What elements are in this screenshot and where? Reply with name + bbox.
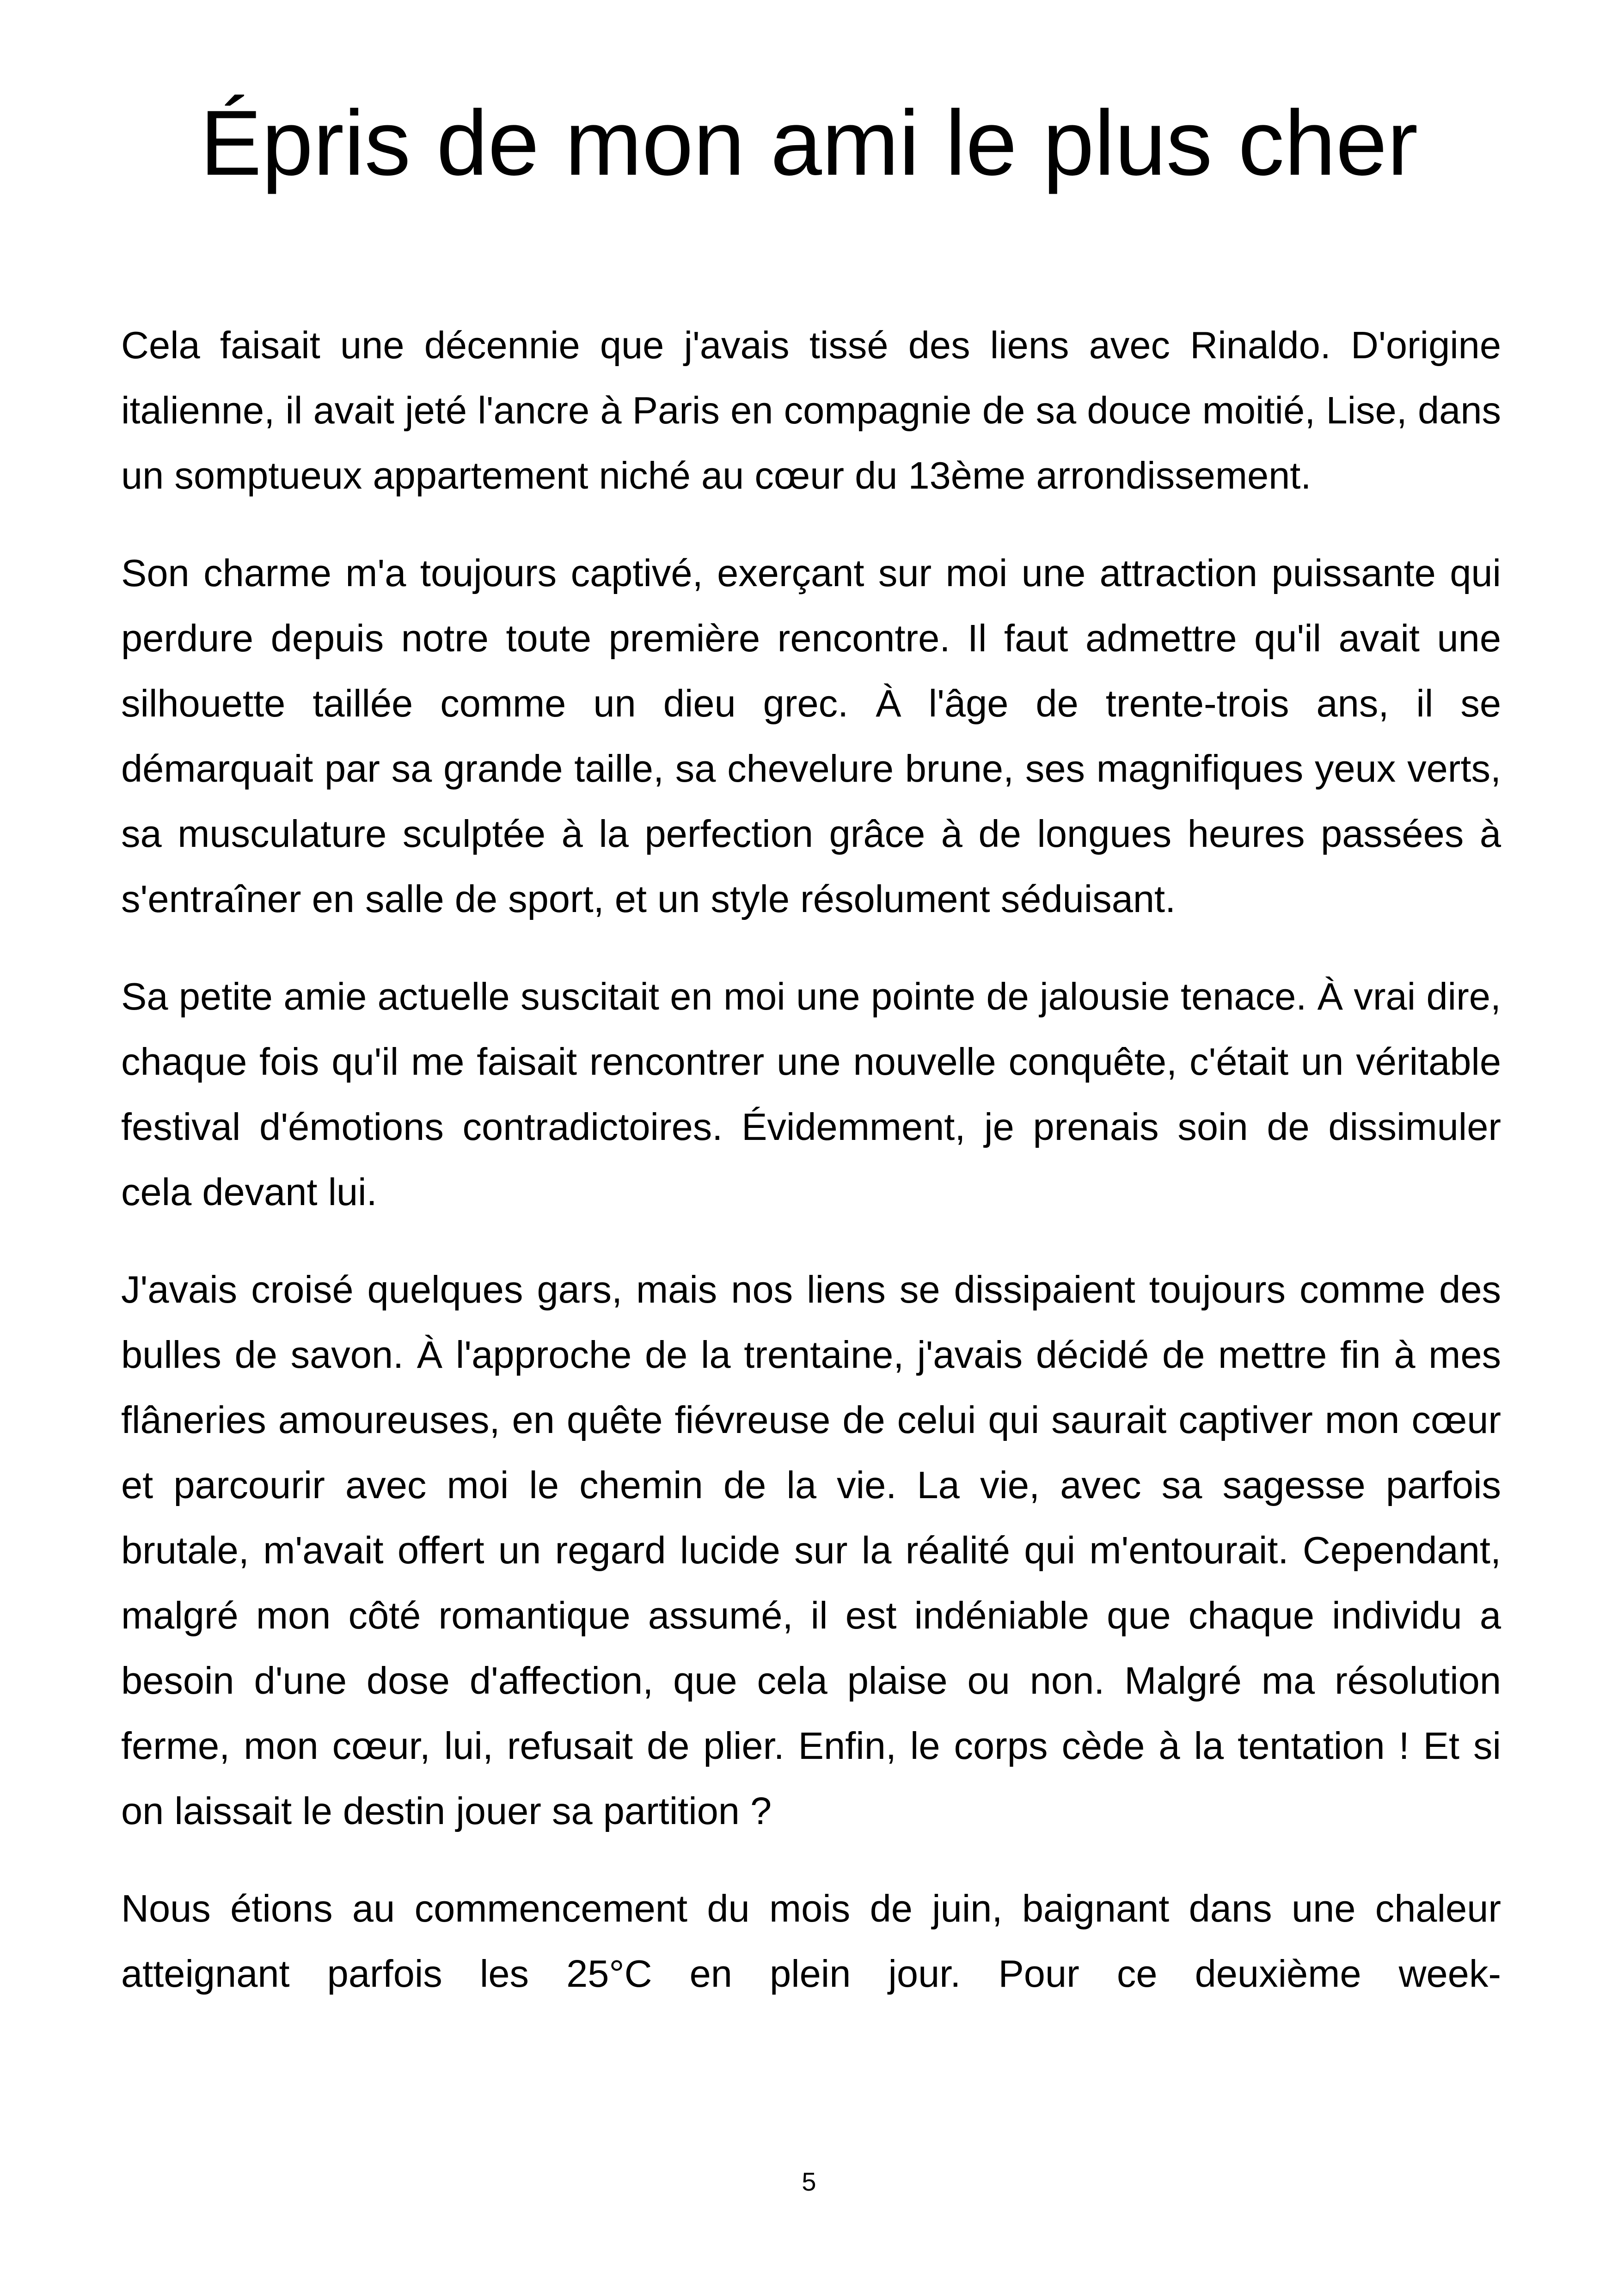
paragraph-4: J'avais croisé quelques gars, mais nos liens se dissipaient toujours comme des bulles de savon. À l'approche de la trentaine, j'avais décidé de mettre fin à mes flâneries amoureuses, en quête fiévreuse de celui qui saurait captiver mon cœur et parcourir avec moi le chemin de la vie. La vie, avec sa sagesse parfois brutale, m'avait offert un regard lucide sur la réalité qui m'entourait. Cependant, malgré mon côté romantique assumé, il est indéniable que chaque individu a besoin d'une dose d'affection, que cela plaise ou non. Malgré ma résolution ferme, mon cœur, lui, refusait de plier. Enfin, le corps cède à la tentation ! Et si on laissait le destin jouer sa partition ?: [121, 1268, 1501, 1832]
paragraph-3: Sa petite amie actuelle suscitait en moi une pointe de jalousie tenace. À vrai dire, chaque fois qu'il me faisait rencontrer une nouvelle conquête, c'était un véritable festival d'émotions contradictoires. Évidemment, je prenais soin de dissimuler cela devant lui.: [121, 975, 1501, 1213]
paragraph-1: Cela faisait une décennie que j'avais tissé des liens avec Rinaldo. D'origine italienne, il avait jeté l'ancre à Paris en compagnie de sa douce moitié, Lise, dans un somptueux appartement niché au cœur du 13ème arrondissement.: [121, 324, 1501, 497]
paragraph-5: Nous étions au commencement du mois de juin, baignant dans une chaleur atteignant parfois les 25°C en plein jour. Pour ce deuxième week-: [121, 1887, 1501, 1995]
page-number: 5: [802, 2167, 816, 2196]
body-text: [121, 312, 1501, 2039]
paragraph-2: Son charme m'a toujours captivé, exerçant sur moi une attraction puissante qui perdure depuis notre toute première rencontre. Il faut admettre qu'il avait une silhouette taillée comme un dieu grec. À l'âge de trente-trois ans, il se démarquait par sa grande taille, sa chevelure brune, ses magnifiques yeux verts, sa musculature sculptée à la perfection grâce à de longues heures passées à s'entraîner en salle de sport, et un style résolument séduisant.: [121, 551, 1501, 920]
page-title: Épris de mon ami le plus cher: [200, 92, 1418, 195]
